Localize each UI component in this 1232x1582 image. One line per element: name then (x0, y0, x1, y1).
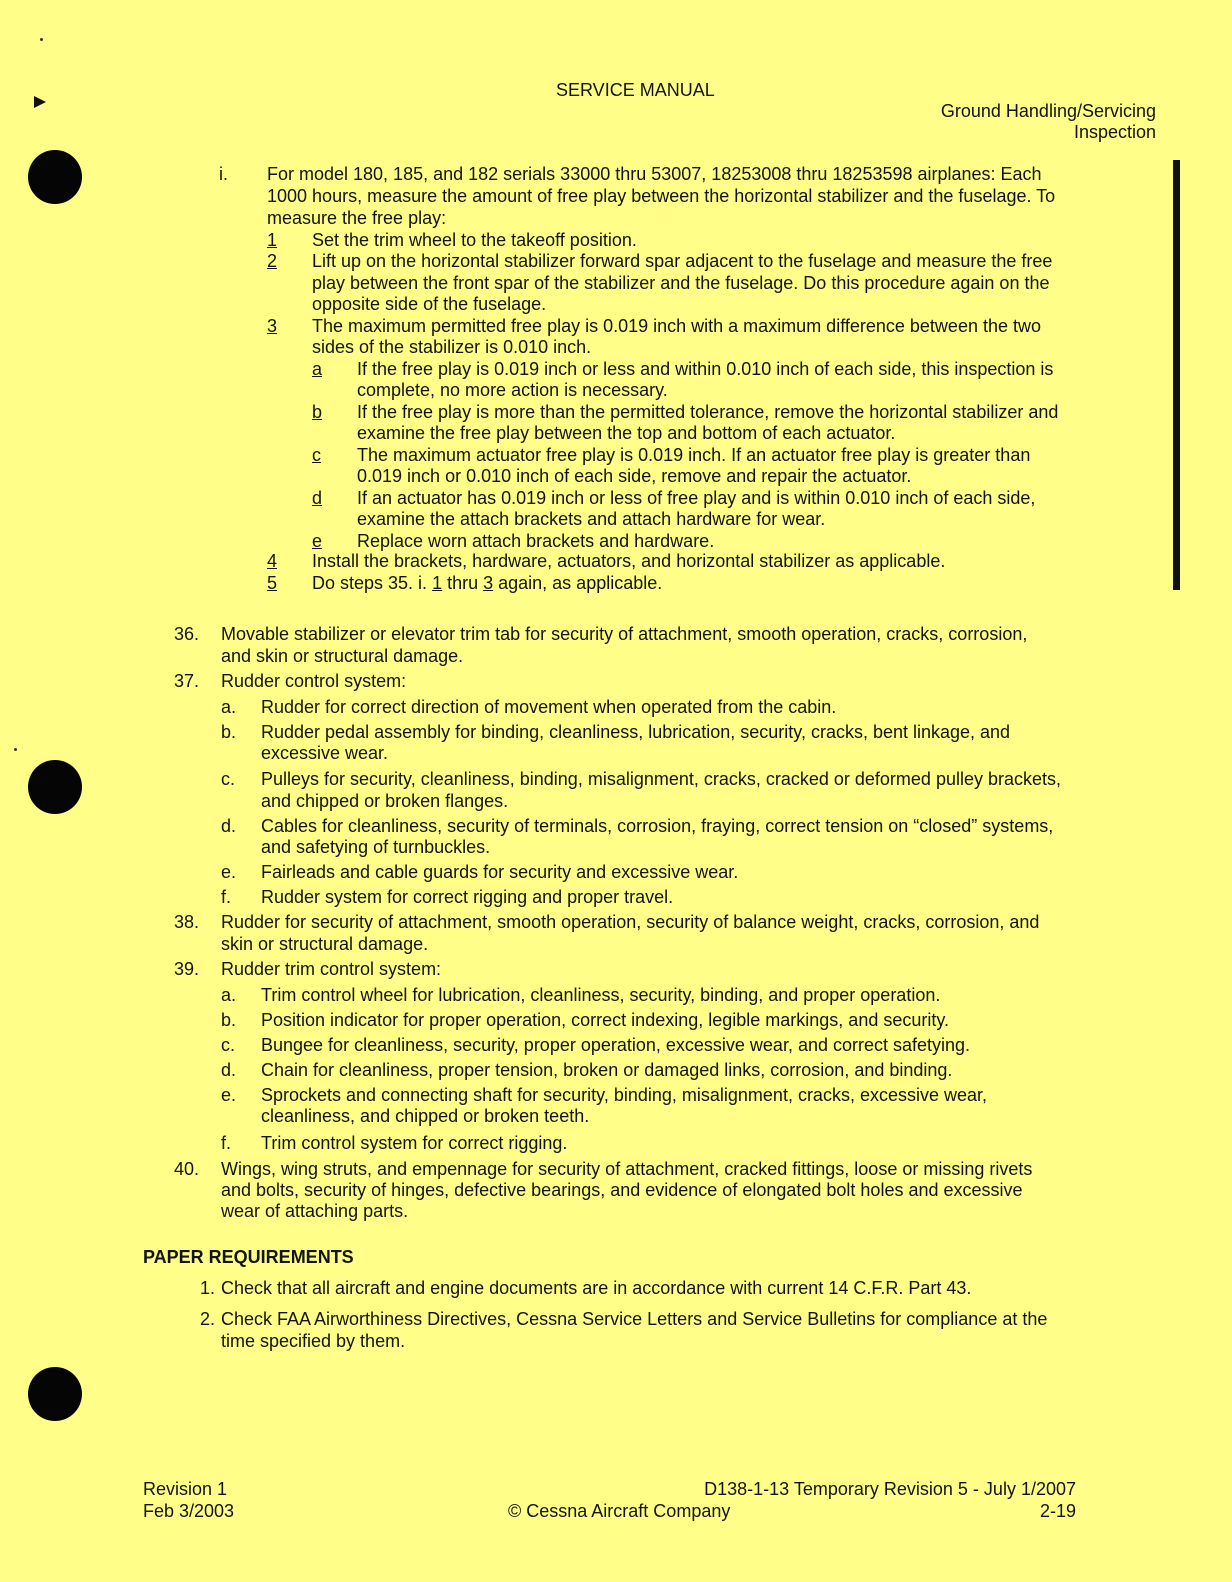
step-reference: 3 (483, 573, 494, 593)
item-marker: i. (219, 164, 228, 184)
substep-letter: e (312, 531, 323, 551)
substep-letter: b (312, 402, 323, 422)
text-line (312, 572, 662, 594)
text-line: 1000 hours, measure the amount of free play between the horizontal stabilizer and the fuselage. To (267, 186, 1056, 206)
text-line: Rudder for correct direction of movement when operated from the cabin. (261, 697, 837, 717)
text-line: wear of attaching parts. (221, 1201, 409, 1221)
text-line: sides of the stabilizer is 0.010 inch. (312, 337, 592, 357)
arrow-mark-icon (34, 96, 46, 108)
text-line: cleanliness, and chipped or broken teeth. (261, 1106, 590, 1126)
step-reference: 1 (432, 573, 443, 593)
text-line: examine the attach brackets and attach hardware for wear. (357, 509, 826, 529)
subitem-letter: c. (221, 1035, 236, 1055)
text-line: If an actuator has 0.019 inch or less of free play and is within 0.010 inch of each side, (357, 488, 1036, 508)
text-line: Check FAA Airworthiness Directives, Cessna Service Letters and Service Bulletins for compliance at the (221, 1309, 1048, 1329)
text-line: Install the brackets, hardware, actuators, and horizontal stabilizer as applicable. (312, 551, 946, 571)
text-line: and safetying of turnbuckles. (261, 837, 491, 857)
text-line: Rudder for security of attachment, smooth operation, security of balance weight, cracks, corrosion, and (221, 912, 1040, 932)
footer-copyright: © Cessna Aircraft Company (508, 1501, 731, 1521)
text-line: Fairleads and cable guards for security and excessive wear. (261, 862, 739, 882)
text-line: skin or structural damage. (221, 934, 429, 954)
item-title: Rudder trim control system: (221, 959, 442, 979)
text-line: Lift up on the horizontal stabilizer forward spar adjacent to the fuselage and measure the free (312, 251, 1053, 271)
text-line: The maximum actuator free play is 0.019 inch. If an actuator free play is greater than (357, 445, 1031, 465)
page-title: SERVICE MANUAL (556, 80, 715, 100)
scan-speck (14, 748, 17, 751)
text-line: Check that all aircraft and engine documents are in accordance with current 14 C.F.R. Part 43. (221, 1278, 972, 1298)
text-line: Chain for cleanliness, proper tension, broken or damaged links, corrosion, and binding. (261, 1060, 953, 1080)
text-line: Cables for cleanliness, security of terminals, corrosion, fraying, correct tension on “closed” systems, (261, 816, 1054, 836)
text-line: and chipped or broken flanges. (261, 791, 509, 811)
step5-text: thru (442, 573, 484, 593)
text-line: If the free play is more than the permitted tolerance, remove the horizontal stabilizer and (357, 402, 1059, 422)
step-number: 5 (267, 573, 278, 593)
text-line: 0.019 inch or 0.010 inch of each side, remove and repair the actuator. (357, 466, 912, 486)
text-line: Sprockets and connecting shaft for security, binding, misalignment, cracks, excessive wear, (261, 1085, 988, 1105)
text-line: Rudder system for correct rigging and proper travel. (261, 887, 674, 907)
text-line: play between the front spar of the stabilizer and the fuselage. Do this procedure again on the (312, 273, 1050, 293)
step5-text: again, as applicable. (493, 573, 663, 593)
item-title: Rudder control system: (221, 671, 407, 691)
text-line: examine the free play between the top and bottom of each actuator. (357, 423, 896, 443)
text-line: Pulleys for security, cleanliness, binding, misalignment, cracks, cracked or deformed pulley brackets, (261, 769, 1062, 789)
text-line: Bungee for cleanliness, security, proper operation, excessive wear, and correct safetying. (261, 1035, 971, 1055)
footer-date: Feb 3/2003 (143, 1501, 235, 1521)
text-line: Trim control wheel for lubrication, cleanliness, security, binding, and proper operation. (261, 985, 941, 1005)
section-title: Ground Handling/Servicing (940, 101, 1156, 121)
text-line: If the free play is 0.019 inch or less and within 0.010 inch of each side, this inspection is (357, 359, 1054, 379)
item-number: 2. (200, 1309, 216, 1329)
text-line: excessive wear. (261, 743, 389, 763)
substep-letter: a (312, 359, 323, 379)
footer-revision: Revision 1 (143, 1479, 228, 1499)
text-line: and bolts, security of hinges, defective bearings, and evidence of elongated bolt holes and excessive (221, 1180, 1023, 1200)
binder-hole-top (28, 150, 82, 204)
text-line: Position indicator for proper operation, correct indexing, legible markings, and security. (261, 1010, 950, 1030)
item-number: 39. (174, 959, 200, 979)
binder-hole-bottom (28, 1367, 82, 1421)
step-number: 4 (267, 551, 278, 571)
step-number: 1 (267, 230, 278, 250)
item-number: 40. (174, 1159, 200, 1179)
text-line: Replace worn attach brackets and hardware. (357, 531, 715, 551)
subitem-letter: c. (221, 769, 236, 789)
binder-hole-middle (28, 760, 82, 814)
item-number: 37. (174, 671, 200, 691)
footer-page-number: 2-19 (1039, 1501, 1076, 1521)
text-line: For model 180, 185, and 182 serials 33000 thru 53007, 18253008 thru 18253598 airplanes: Each (267, 164, 1042, 184)
subitem-letter: d. (221, 1060, 237, 1080)
text-line: The maximum permitted free play is 0.019 inch with a maximum difference between the two (312, 316, 1041, 336)
subitem-letter: d. (221, 816, 237, 836)
subsection-title: Inspection (1073, 122, 1156, 142)
substep-letter: c (312, 445, 321, 465)
text-line: Set the trim wheel to the takeoff position. (312, 230, 637, 250)
item-number: 38. (174, 912, 200, 932)
subitem-letter: b. (221, 722, 237, 742)
text-line: Rudder pedal assembly for binding, cleanliness, lubrication, security, cracks, bent linkage, and (261, 722, 1011, 742)
subitem-letter: f. (221, 887, 232, 907)
step-number: 2 (267, 251, 278, 271)
text-line: Trim control system for correct rigging. (261, 1133, 568, 1153)
item-number: 1. (200, 1278, 216, 1298)
section-heading: PAPER REQUIREMENTS (143, 1247, 354, 1267)
substep-letter: d (312, 488, 323, 508)
subitem-letter: a. (221, 697, 237, 717)
subitem-letter: b. (221, 1010, 237, 1030)
text-line: Movable stabilizer or elevator trim tab for security of attachment, smooth operation, cracks, corrosion, (221, 624, 1028, 644)
revision-bar (1173, 160, 1180, 590)
text-line: time specified by them. (221, 1331, 406, 1351)
subitem-letter: e. (221, 862, 237, 882)
text-line: and skin or structural damage. (221, 646, 464, 666)
subitem-letter: f. (221, 1133, 232, 1153)
subitem-letter: a. (221, 985, 237, 1005)
scan-speck (40, 38, 43, 41)
item-number: 36. (174, 624, 200, 644)
step-number: 3 (267, 316, 278, 336)
text-line: complete, no more action is necessary. (357, 380, 668, 400)
step5-text: Do steps 35. i. (312, 573, 433, 593)
footer-document-id: D138-1-13 Temporary Revision 5 - July 1/2007 (704, 1479, 1076, 1499)
text-line: measure the free play: (267, 208, 447, 228)
text-line: Wings, wing struts, and empennage for security of attachment, cracked fittings, loose or missing rivets (221, 1159, 1033, 1179)
subitem-letter: e. (221, 1085, 237, 1105)
text-line: opposite side of the fuselage. (312, 294, 547, 314)
